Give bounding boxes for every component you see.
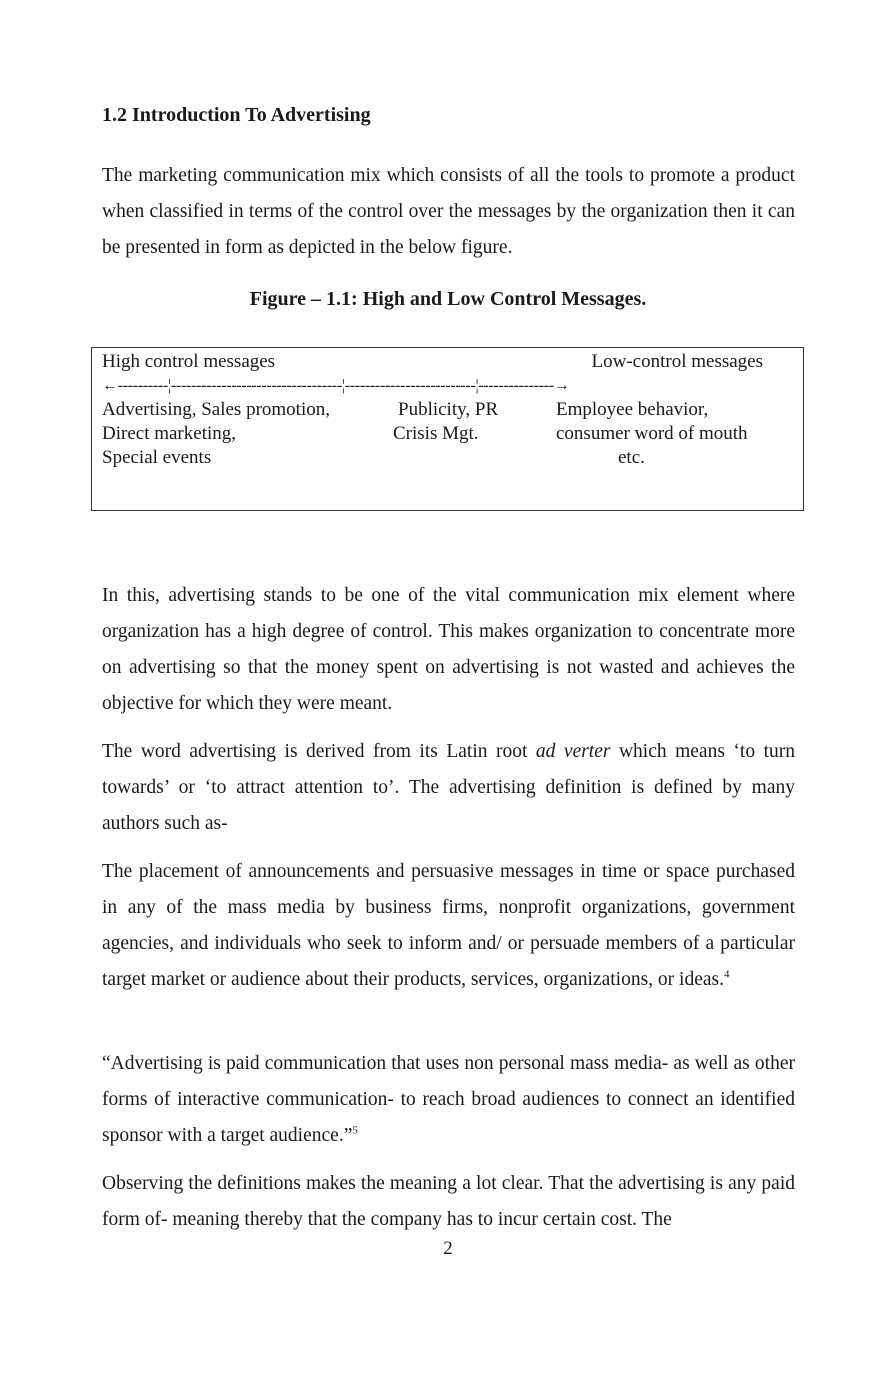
mid-control-item: Crisis Mgt. (393, 423, 479, 444)
low-control-item: consumer word of mouth (556, 423, 748, 444)
paragraph-definition-2 (102, 1046, 795, 1154)
low-control-item: Employee behavior, (556, 399, 709, 420)
high-control-item: Direct marketing, (102, 423, 237, 444)
section-heading: 1.2 Introduction To Advertising (102, 104, 371, 126)
paragraph-definition-1 (102, 854, 795, 998)
latin-term: ad verter (535, 741, 611, 762)
mid-control-item: Publicity, PR (398, 399, 499, 420)
paragraph-control: In this, advertising stands to be one of the vital communication mix element where organization has a high degree of control. This makes organization to concentrate more on advertising so that the money spent on advertising is not wasted and achieves the objective for which they were meant. (102, 585, 795, 714)
low-control-item: etc. (618, 447, 645, 468)
high-control-item: Special events (102, 447, 212, 468)
text: “Advertising is paid communication that uses non personal mass media- as well as other forms of interactive communication- to reach broad audiences to connect an identified sponsor with a target audience.” (102, 1053, 795, 1146)
text: The word advertising is derived from its Latin root (102, 741, 536, 762)
high-control-item: Advertising, Sales promotion, (102, 399, 330, 420)
footnote-ref[interactable]: 4 (723, 968, 730, 981)
paragraph-intro: The marketing communication mix which consists of all the tools to promote a product when classified in terms of the control over the messages by the organization then it can be presented in form as depicted in the below figure. (102, 165, 795, 258)
text: which means ‘to turn towards’ or ‘to attract attention to’. The advertising definition is defined by many authors such as- (102, 741, 795, 834)
footnote-ref[interactable]: 5 (352, 1124, 358, 1137)
figure-caption: Figure – 1.1: High and Low Control Messages. (249, 288, 647, 310)
low-control-label: Low-control messages (591, 351, 763, 372)
figure-box (91, 347, 804, 511)
paragraph-observation: Observing the definitions makes the meaning a lot clear. That the advertising is any paid form of- meaning thereby that the company has to incur certain cost. The (102, 1173, 795, 1230)
high-control-label: High control messages (102, 351, 276, 372)
page-number: 2 (443, 1238, 453, 1259)
paragraph-etymology (102, 734, 795, 842)
text: The placement of announcements and persuasive messages in time or space purchased in any of the mass media by business firms, nonprofit organizations, government agencies, and individuals who seek to inform and/ or persuade members of a particular target market or audience about their products, services, organizations, or ideas. (102, 861, 795, 990)
control-arrow: ←----------¦----------------------------------¦--------------------------¦---------------→ (102, 377, 570, 394)
